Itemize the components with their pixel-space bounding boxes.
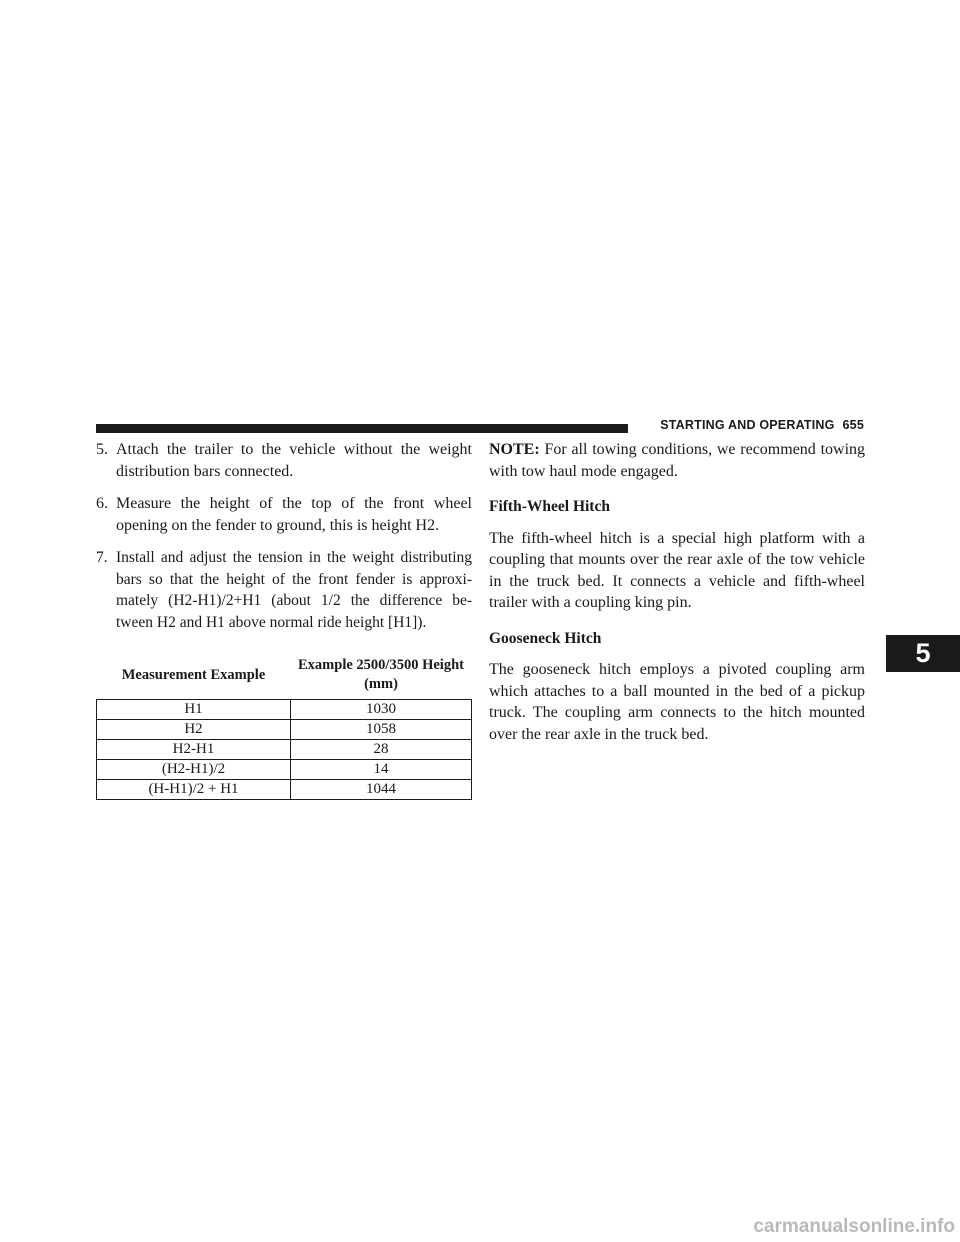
table-cell: H2-H1 (97, 740, 291, 760)
section-title: STARTING AND OPERATING (660, 418, 835, 432)
table-cell: 14 (291, 760, 472, 780)
table-cell: (H-H1)/2 + H1 (97, 780, 291, 800)
step-text: Install and adjust the tension in the weight distributing bars so that the height of the front fender is approxi-mately (H2-H1)/2+H1 (about 1/2 the difference be-tween H2 and H1 above normal ride height [H1]). (116, 549, 472, 631)
table-cell: 1058 (291, 720, 472, 740)
page-number: 655 (842, 418, 864, 432)
chapter-tab: 5 (886, 635, 960, 672)
step-number: 5. (96, 441, 108, 458)
table-cell: H2 (97, 720, 291, 740)
step-item (96, 493, 472, 536)
table-row (97, 740, 472, 760)
step-text: Attach the trailer to the vehicle without the weight distribution bars connected. (116, 441, 472, 480)
section-paragraph: The gooseneck hitch employs a pivoted coupling arm which attaches to a ball mounted in the bed of a pickup truck. The coupling arm connects to the hitch mounted over the rear axle in the truck bed. (489, 661, 865, 743)
right-column (489, 439, 865, 755)
step-item (96, 439, 472, 482)
watermark: carmanualsonline.info (753, 1216, 955, 1237)
table-row (97, 760, 472, 780)
header-rule (96, 424, 628, 433)
step-item (96, 547, 472, 633)
note-label: NOTE: (489, 441, 540, 458)
step-number: 7. (96, 549, 108, 566)
step-number: 6. (96, 495, 108, 512)
table-row (97, 780, 472, 800)
table-cell: 1044 (291, 780, 472, 800)
column-header: Measurement Example (97, 648, 291, 700)
section-heading: Gooseneck Hitch (489, 629, 602, 647)
table-cell: 28 (291, 740, 472, 760)
measurement-table (96, 648, 472, 800)
table-cell: (H2-H1)/2 (97, 760, 291, 780)
column-header: Example 2500/3500 Height (mm) (291, 648, 472, 700)
table-cell: 1030 (291, 700, 472, 720)
step-text: Measure the height of the top of the front wheel opening on the fender to ground, this is height H2. (116, 495, 472, 534)
note-paragraph (489, 439, 865, 482)
section-heading: Fifth-Wheel Hitch (489, 498, 610, 515)
table-row (97, 700, 472, 720)
table-cell: H1 (97, 700, 291, 720)
left-column (96, 439, 472, 800)
note-text: For all towing conditions, we recommend towing with tow haul mode engaged. (489, 441, 866, 480)
section-paragraph: The fifth-wheel hitch is a special high platform with a coupling that mounts over the rear axle of the tow vehicle in the truck bed. It connects a vehicle and fifth-wheel trailer with a coupling king pin. (489, 529, 865, 611)
table-header-row (97, 648, 472, 700)
table-row (97, 720, 472, 740)
running-header (634, 418, 864, 432)
